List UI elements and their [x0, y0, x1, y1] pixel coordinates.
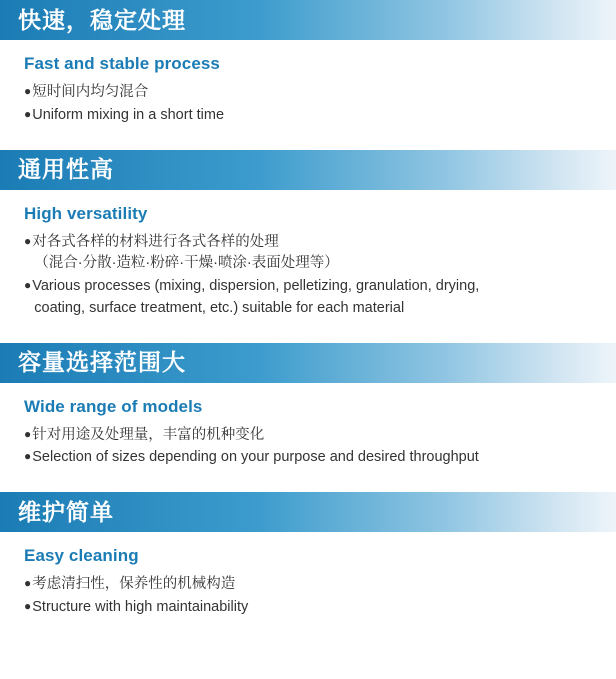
list-item-line: 对各式各样的材料进行各式各样的处理 [32, 233, 279, 250]
section-bullets-3 [0, 425, 616, 470]
feature-section-4 [0, 492, 616, 619]
section-title-cn-2: 通用性高 [18, 156, 114, 182]
section-band-4 [0, 492, 616, 532]
section-band-3 [0, 343, 616, 383]
section-title-en-4: Easy cleaning [24, 546, 139, 565]
section-bullets-4 [0, 574, 616, 619]
feature-section-1 [0, 0, 616, 127]
bullet-icon: ● [24, 449, 32, 464]
section-bullets-1 [0, 82, 616, 127]
bullet-icon: ● [24, 84, 32, 98]
list-item-line: Various processes (mixing, dispersion, pelletizing, granulation, drying, [32, 278, 480, 294]
section-spacer [0, 470, 616, 492]
list-item [24, 276, 600, 320]
list-item-text: Uniform mixing in a short time [32, 106, 225, 123]
list-item [24, 82, 600, 104]
list-item [24, 105, 600, 127]
list-item-text [32, 276, 600, 320]
section-title-en-3: Wide range of models [24, 396, 203, 416]
bullet-icon: ● [24, 576, 32, 590]
section-title-cn-3: 容量选择范围大 [18, 349, 186, 375]
feature-section-2 [0, 150, 616, 320]
list-item-line: （混合·分散·造粒·粉碎·干燥·喷涂·表面处理等） [34, 255, 339, 272]
bullet-icon: ● [24, 426, 32, 441]
section-bullets-2 [0, 232, 616, 320]
list-item [24, 425, 600, 447]
list-item-line: coating, surface treatment, etc.) suitable for each material [34, 299, 405, 316]
list-item [24, 574, 600, 596]
list-item-text: 针对用途及处理量，丰富的机种变化 [32, 426, 265, 443]
list-item [24, 597, 600, 619]
section-spacer [0, 321, 616, 343]
section-spacer [0, 128, 616, 150]
section-band-1 [0, 0, 616, 40]
page-bottom-spacer [0, 620, 616, 628]
list-item [24, 232, 600, 276]
section-band-2 [0, 150, 616, 190]
bullet-icon: ● [24, 278, 32, 292]
section-title-cn-4: 维护简单 [18, 498, 114, 525]
section-title-en-1: Fast and stable process [24, 54, 220, 73]
bullet-icon: ● [24, 106, 32, 121]
section-title-cn-1: 快速，稳定处理 [18, 6, 186, 33]
bullet-icon: ● [24, 233, 32, 248]
list-item-text: Selection of sizes depending on your purpose and desired throughput [32, 449, 479, 466]
list-item [24, 447, 600, 469]
list-item-text: 考虑清扫性，保养性的机械构造 [32, 576, 236, 592]
list-item-text: Structure with high maintainability [32, 598, 249, 615]
feature-section-3 [0, 343, 616, 470]
list-item-text [32, 232, 600, 276]
section-title-en-2: High versatility [24, 203, 148, 223]
list-item-text: 短时间内均匀混合 [32, 84, 149, 100]
bullet-icon: ● [24, 598, 32, 613]
